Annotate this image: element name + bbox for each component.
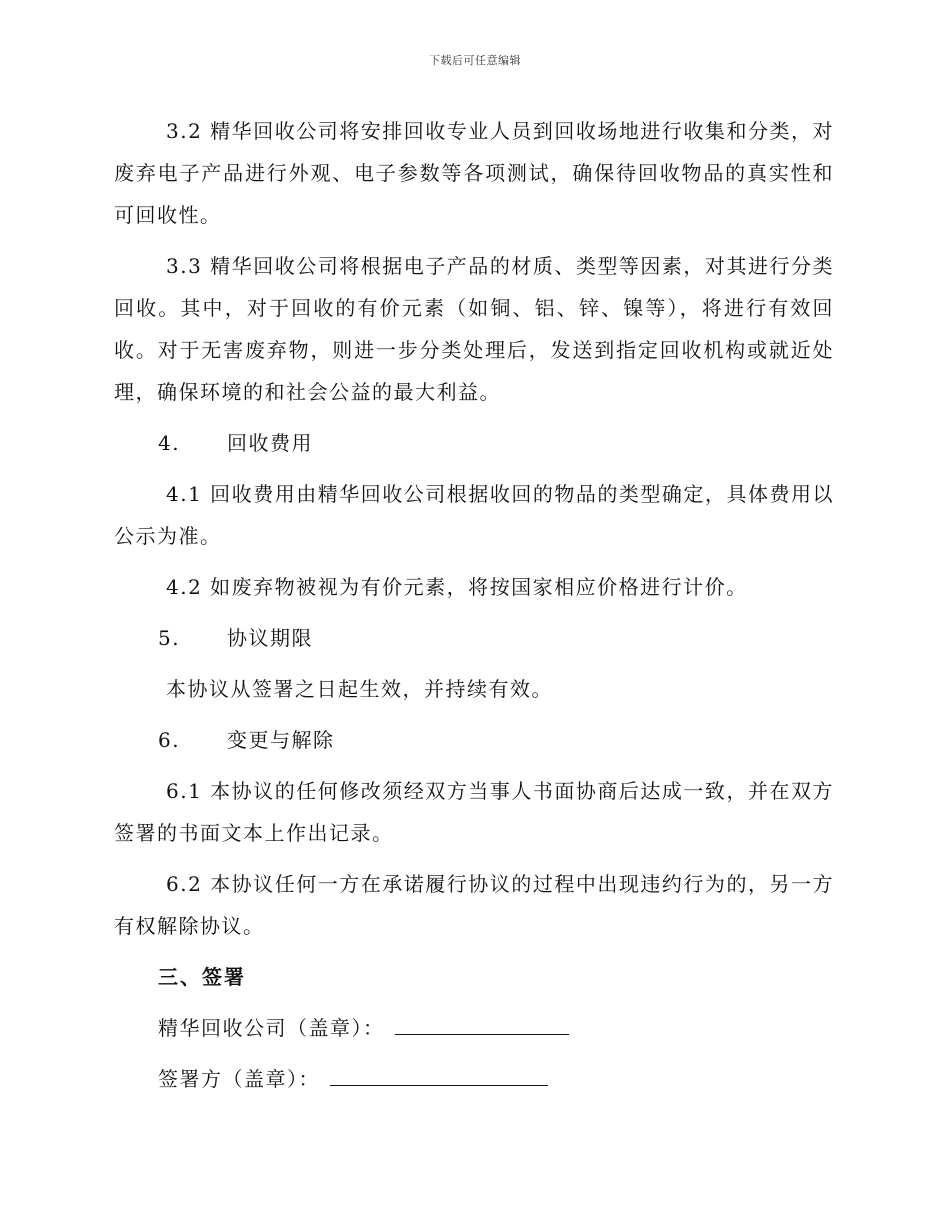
signatory-signature-blank[interactable]	[330, 1063, 548, 1086]
clause-6-2: 6.2 本协议任何一方在承诺履行协议的过程中出现违约行为的，另一方有权解除协议。	[114, 872, 834, 938]
section-4-heading	[114, 422, 834, 464]
clause-4-1: 4.1 回收费用由精华回收公司根据收回的物品的类型确定，具体费用以公示为准。	[114, 482, 834, 548]
clause-4-2: 4.2 如废弃物被视为有价元素，将按国家相应价格进行计价。	[166, 575, 748, 599]
section-6-number: 6.	[158, 728, 181, 752]
document-body	[114, 110, 834, 1109]
company-signature-blank[interactable]	[395, 1012, 569, 1035]
section-4-title: 回收费用	[227, 431, 313, 455]
clause-3-3: 3.3 精华回收公司将根据电子产品的材质、类型等因素，对其进行分类回收。其中，对于回收的有价元素（如铜、铝、锌、镍等），将进行有效回收。对于无害废弃物，则进一步分类处理后，发送到指定回收机构或就近处理，确保环境的和社会公益的最大利益。	[114, 254, 834, 404]
clause-5: 本协议从签署之日起生效，并持续有效。	[166, 677, 553, 701]
section-5-heading	[114, 617, 834, 659]
company-seal-label: 精华回收公司（盖章）：	[158, 1016, 385, 1040]
clause-6-1: 6.1 本协议的任何修改须经双方当事人书面协商后达成一致，并在双方签署的书面文本上作出记录。	[114, 779, 834, 845]
signatory-seal-label: 签署方（盖章）：	[158, 1067, 320, 1091]
section-4-number: 4.	[158, 431, 181, 455]
page-header: 下载后可任意编辑	[429, 54, 521, 67]
signing-section-title: 三、签署	[158, 965, 246, 989]
clause-3-2: 3.2 精华回收公司将安排回收专业人员到回收场地进行收集和分类，对废弃电子产品进行外观、电子参数等各项测试，确保待回收物品的真实性和可回收性。	[114, 119, 834, 227]
section-5-number: 5.	[158, 626, 181, 650]
section-5-title: 协议期限	[227, 626, 313, 650]
signature-line-signatory	[114, 1058, 834, 1100]
signature-line-company	[114, 1007, 834, 1049]
section-6-heading	[114, 719, 834, 761]
section-6-title: 变更与解除	[227, 728, 335, 752]
